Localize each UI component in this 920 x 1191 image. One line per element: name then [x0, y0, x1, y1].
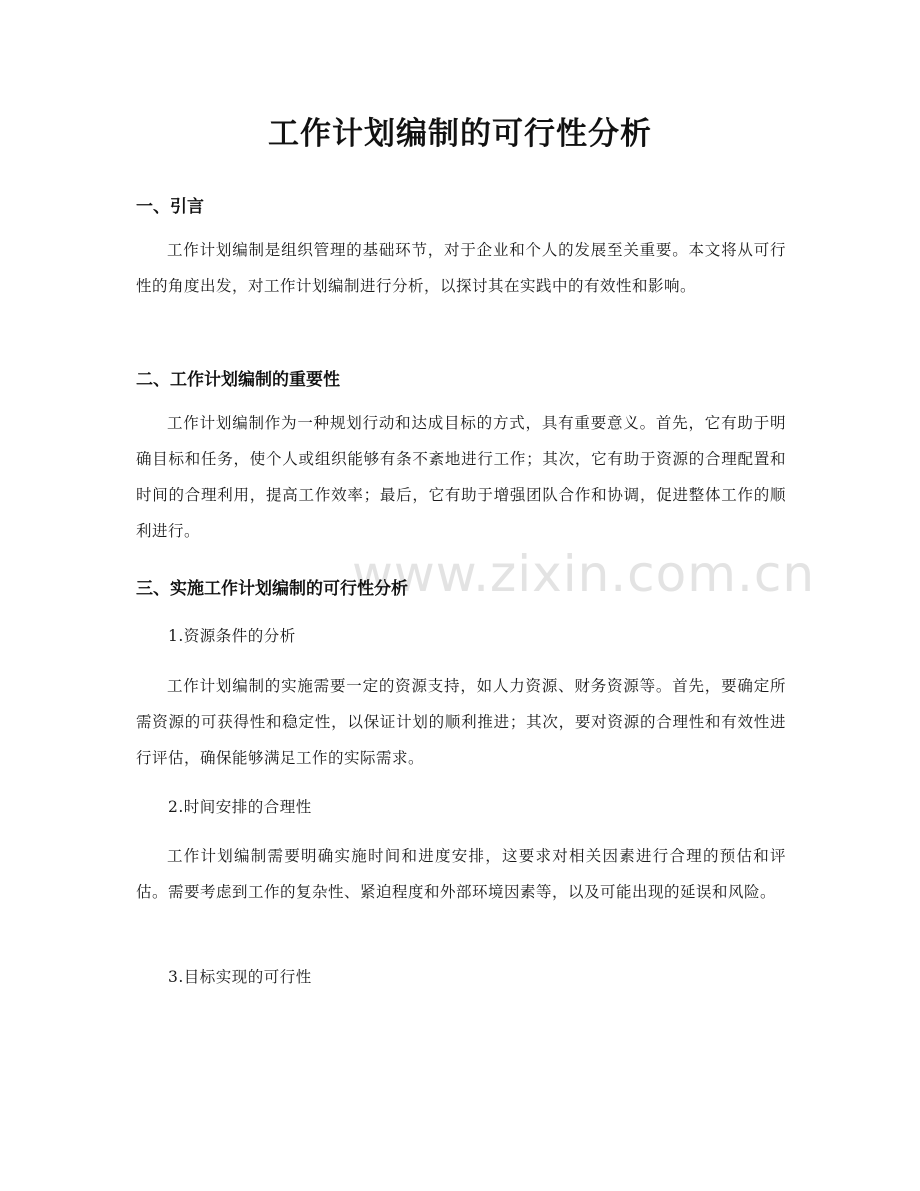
paragraph-resources: 工作计划编制的实施需要一定的资源支持，如人力资源、财务资源等。首先，要确定所需资源的可获得性和稳定性，以保证计划的顺利推进；其次，要对资源的合理性和有效性进行评估，确保能够满足工作的实际需求。: [136, 677, 786, 767]
section-heading-introduction: 一、引言: [136, 197, 204, 217]
paragraph-time: 工作计划编制需要明确实施时间和进度安排，这要求对相关因素进行合理的预估和评估。需要考虑到工作的复杂性、紧迫程度和外部环境因素等，以及可能出现的延误和风险。: [136, 847, 786, 901]
paragraph-introduction: 工作计划编制是组织管理的基础环节，对于企业和个人的发展至关重要。本文将从可行性的角度出发，对工作计划编制进行分析，以探讨其在实践中的有效性和影响。: [136, 241, 786, 295]
subsection-title-time: 2.时间安排的合理性: [168, 798, 312, 816]
watermark: www.zixin.com.cn: [352, 545, 816, 603]
subsection-title-goals: 3.目标实现的可行性: [168, 968, 312, 986]
section-heading-importance: 二、工作计划编制的重要性: [136, 370, 340, 390]
section-heading-feasibility: 三、实施工作计划编制的可行性分析: [136, 579, 408, 599]
paragraph-importance: 工作计划编制作为一种规划行动和达成目标的方式，具有重要意义。首先，它有助于明确目标和任务，使个人或组织能够有条不紊地进行工作；其次，它有助于资源的合理配置和时间的合理利用，提高工作效率；最后，它有助于增强团队合作和协调，促进整体工作的顺利进行。: [136, 414, 786, 540]
subsection-title-resources: 1.资源条件的分析: [168, 627, 296, 645]
document-title: 工作计划编制的可行性分析: [268, 116, 652, 152]
